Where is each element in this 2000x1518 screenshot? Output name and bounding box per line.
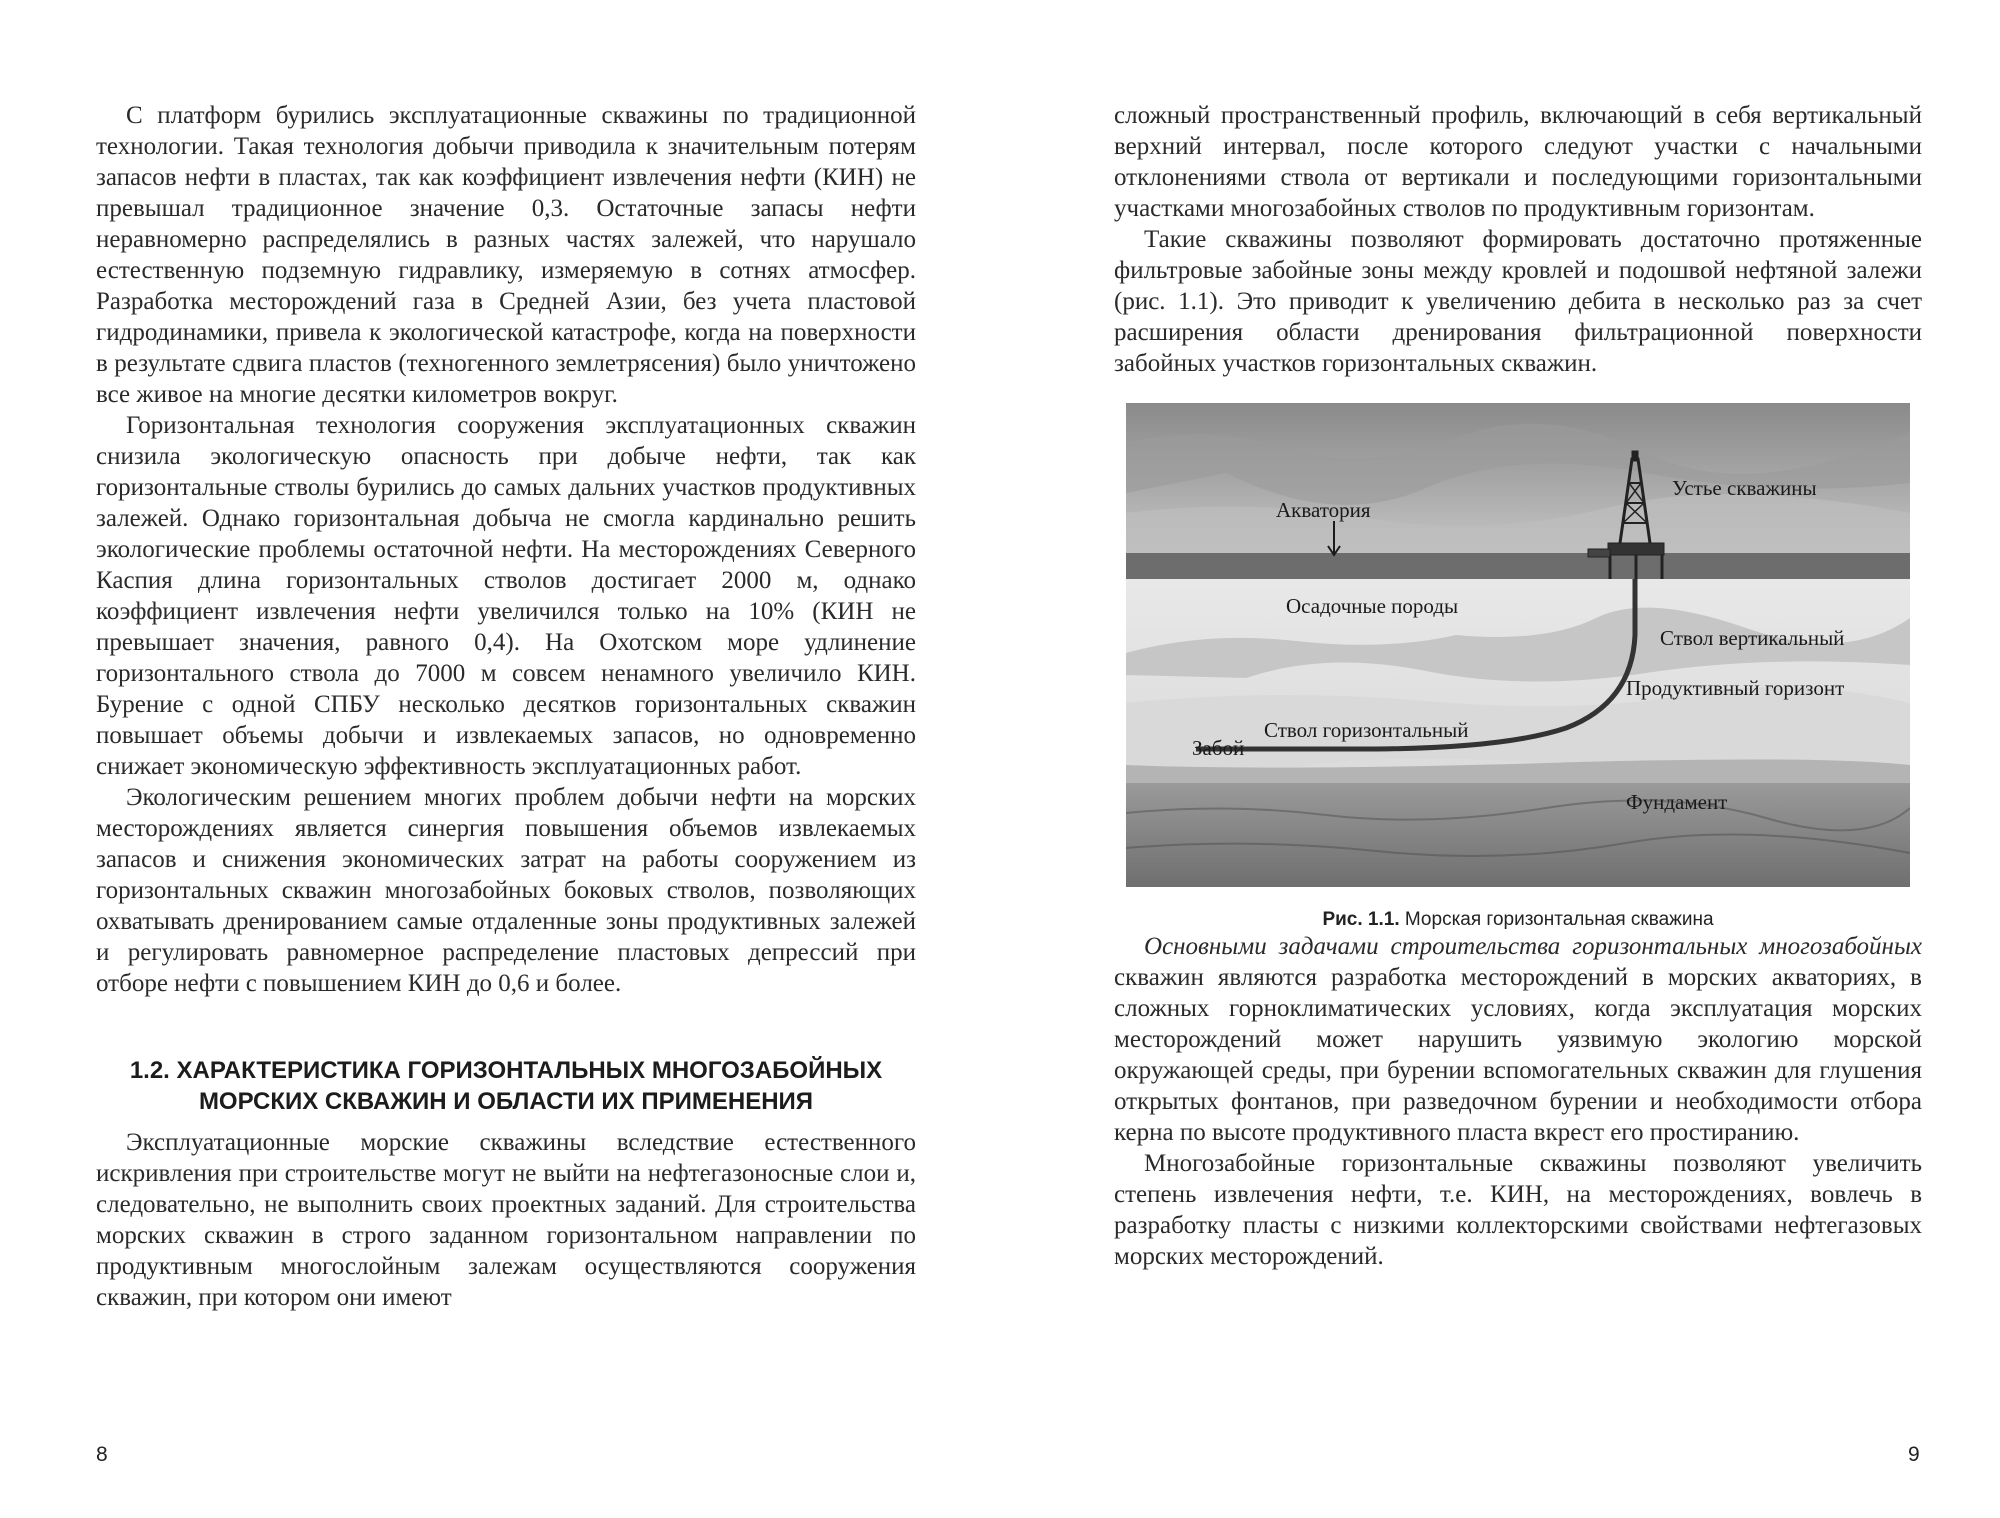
figure-offshore-well (1114, 403, 1922, 931)
label-productive-horizon: Продуктивный горизонт (1626, 676, 1845, 700)
figure-caption (1114, 909, 1922, 931)
label-vertical-bore: Ствол вертикальный (1660, 626, 1845, 650)
right-paragraph-3-italic: Основными задачами строительства горизонтальных многозабойных (1144, 933, 1922, 960)
section-heading-line-2: МОРСКИХ СКВАЖИН И ОБЛАСТИ ИХ ПРИМЕНЕНИЯ (198, 1088, 814, 1115)
left-paragraph-3: Экологическим решением многих проблем добычи нефти на морских месторождениях является синергия повышения объемов извлекаемых запасов и снижения экономических затрат на работы сооружением из горизонтальных скважин многозабойных боковых стволов, позволяющих охватывать дренированием самые отдаленные зоны продуктивных залежей и регулировать равномерное распределение пластовых депрессий при отборе нефти с повышением КИН до 0,6 и более. (96, 784, 916, 997)
page-number-left: 8 (96, 1443, 108, 1466)
section-heading-line-1: 1.2. ХАРАКТЕРИСТИКА ГОРИЗОНТАЛЬНЫХ МНОГОЗАБОЙНЫХ (129, 1057, 883, 1084)
left-paragraph-4: Эксплуатационные морские скважины вследствие естественного искривления при строительстве могут не выйти на нефтегазоносные слои и, следовательно, не выполнить своих проектных заданий. Для строительства морских скважин в строго заданном горизонтальном направлении по продуктивным многослойным залежам осуществляются сооружения скважин, при котором они имеют (96, 1129, 916, 1311)
page-number-right: 9 (1908, 1443, 1920, 1466)
left-paragraph-1: С платформ бурились эксплуатационные скважины по традиционной технологии. Такая технология добычи приводила к значительным потерям запасов нефти в пластах, так как коэффициент извлечения нефти (КИН) не превышал традиционное значение 0,3. Остаточные запасы нефти неравномерно распределялись в разных частях залежей, что нарушало естественную подземную гидравлику, измеряемую в сотнях атмосфер. Разработка месторождений газа в Средней Азии, без учета пластовой гидродинамики, привела к экологической катастрофе, когда на поверхности в результате сдвига пластов (техногенного землетрясения) было уничтожено все живое на многие десятки километров вокруг. (96, 102, 916, 408)
label-sediments: Осадочные породы (1286, 594, 1459, 618)
left-paragraph-2: Горизонтальная технология сооружения эксплуатационных скважин снизила экологическую опасность при добыче нефти, так как горизонтальные стволы бурились до самых дальних участков продуктивных залежей. Однако горизонтальная добыча не смогла кардинально решить экологические проблемы остаточной нефти. На месторождениях Северного Каспия длина горизонтальных стволов достигает 2000 м, однако коэффициент извлечения нефти увеличился только на 10% (КИН не превышает значения, равного 0,4). На Охотском море удлинение горизонтального ствола до 7000 м совсем ненамного увеличило КИН. Бурение с одной СПБУ несколько десятков горизонтальных скважин повышает объемы добычи и извлекаемых запасов, но одновременно снижает экономическую эффективность эксплуатационных работ. (96, 412, 916, 780)
offshore-well-diagram (1126, 403, 1910, 887)
right-paragraph-4: Многозабойные горизонтальные скважины позволяют увеличить степень извлечения нефти, т.е. КИН, на месторождениях, вовлечь в разработку пласты с низкими коллекторскими свойствами нефтегазовых морских месторождений. (1114, 1150, 1922, 1270)
right-paragraph-3 (1114, 931, 1922, 1148)
right-paragraph-2: Такие скважины позволяют формировать достаточно протяженные фильтровые забойные зоны между кровлей и подошвой нефтяной залежи (рис. 1.1). Это приводит к увеличению дебита в несколько раз за счет расширения области дренирования фильтрационной поверхности забойных участков горизонтальных скважин. (1114, 226, 1922, 377)
right-paragraph-1: сложный пространственный профиль, включающий в себя вертикальный верхний интервал, после которого следуют участки с начальными отклонениями ствола от вертикали и последующими горизонтальными участками многозабойных стволов по продуктивным горизонтам. (1114, 102, 1922, 222)
right-text-column (1114, 100, 1922, 1272)
sea-surface (1126, 553, 1910, 579)
label-basement: Фундамент (1626, 790, 1728, 814)
left-text-column (96, 100, 916, 1313)
label-water-area: Акватория (1276, 498, 1371, 522)
section-heading (96, 1055, 916, 1117)
basement-layer (1126, 783, 1910, 887)
label-wellhead: Устье скважины (1672, 476, 1817, 500)
right-paragraph-3-rest: скважин являются разработка месторождений в морских акваториях, в сложных горноклиматических условиях, когда эксплуатация морских месторождений может нарушить уязвимую экологию морской окружающей среды, при бурении вспомогательных скважин для глушения открытых фонтанов, при разведочном бурении и необходимости отбора керна по высоте продуктивного пласта вкрест его простиранию. (1114, 964, 1922, 1146)
label-horizontal-bore: Ствол горизонтальный (1264, 718, 1469, 742)
figure-caption-number: Рис. 1.1. (1322, 909, 1400, 930)
label-bottom: Забой (1192, 736, 1245, 760)
right-page (1000, 0, 2000, 1518)
figure-caption-text: Морская горизонтальная скважина (1404, 909, 1714, 930)
